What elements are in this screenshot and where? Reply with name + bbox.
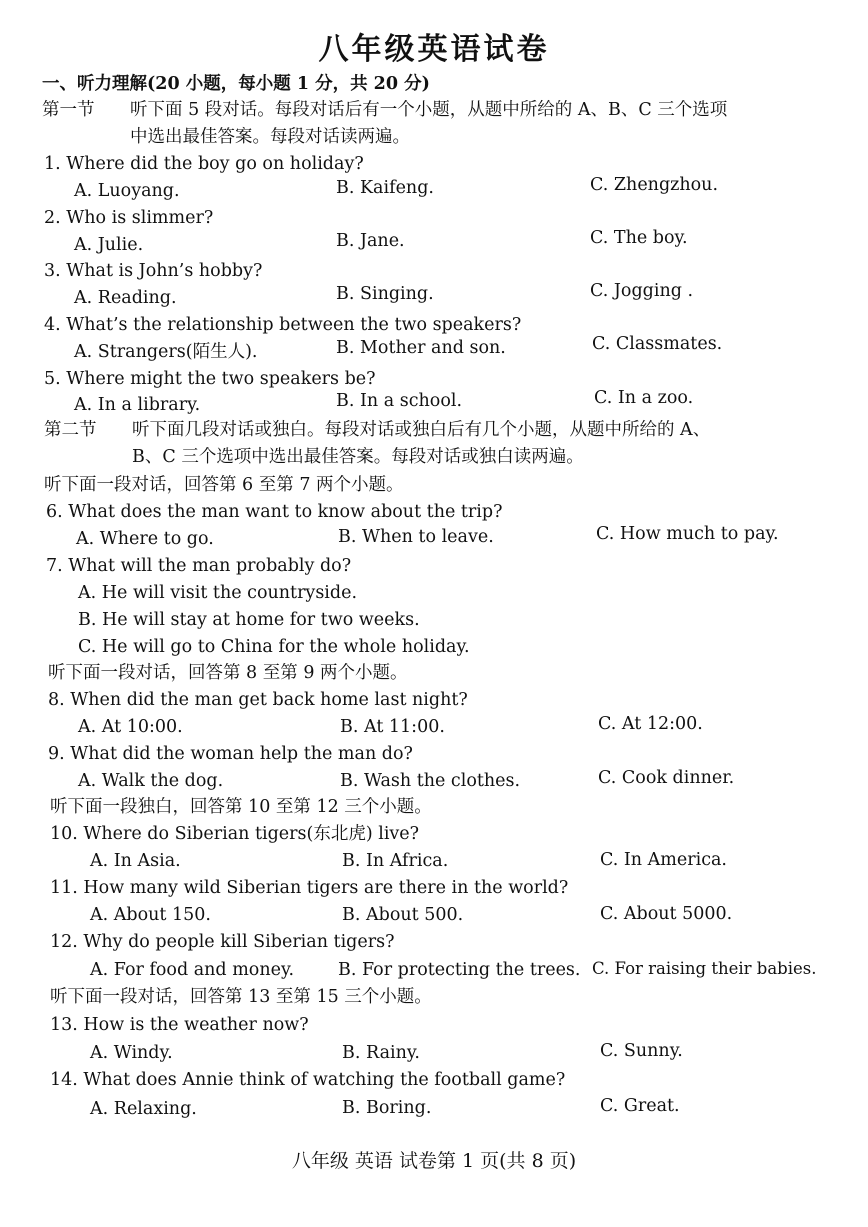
section-heading: 一、听力理解(20 小题，每小题 1 分，共 20 分) [42, 74, 430, 94]
group-intro: 听下面一段对话，回答第 13 至第 15 三个小题。 [50, 987, 432, 1007]
question-stem: 1. Where did the boy go on holiday? [44, 154, 364, 174]
option-b: B. Kaifeng. [336, 178, 434, 198]
option-b: B. He will stay at home for two weeks. [78, 610, 420, 630]
question-stem: 5. Where might the two speakers be? [44, 369, 376, 389]
group-intro: 听下面一段对话，回答第 6 至第 7 两个小题。 [44, 475, 404, 495]
option-c: C. Great. [600, 1096, 680, 1116]
option-a: A. Reading. [74, 288, 177, 308]
option-b: B. Wash the clothes. [340, 771, 521, 791]
option-b: B. Rainy. [342, 1043, 420, 1063]
question-stem: 14. What does Annie think of watching the football game? [50, 1070, 566, 1090]
option-a: A. In Asia. [90, 851, 181, 871]
option-b: B. When to leave. [338, 527, 494, 547]
option-b: B. About 500. [342, 905, 464, 925]
part-label: 第二节 [44, 420, 97, 440]
part-label: 第一节 [42, 100, 95, 120]
option-a: A. He will visit the countryside. [78, 583, 358, 603]
question-stem: 11. How many wild Siberian tigers are there in the world? [50, 878, 569, 898]
question-stem: 4. What’s the relationship between the two speakers? [44, 315, 522, 335]
instruction-text: 听下面几段对话或独白。每段对话或独白后有几个小题，从题中所给的 A、 [132, 420, 711, 440]
option-c: C. The boy. [590, 228, 688, 248]
option-b: B. Boring. [342, 1098, 432, 1118]
option-b: B. Singing. [336, 284, 434, 304]
option-b: B. Mother and son. [336, 338, 506, 358]
option-a: A. In a library. [74, 395, 201, 415]
instruction-text: B、C 三个选项中选出最佳答案。每段对话或独白读两遍。 [132, 447, 584, 467]
group-intro: 听下面一段对话，回答第 8 至第 9 两个小题。 [48, 663, 408, 683]
option-b: B. Jane. [336, 231, 405, 251]
question-stem: 3. What is John’s hobby? [44, 261, 263, 281]
option-c: C. About 5000. [600, 904, 733, 924]
question-stem: 13. How is the weather now? [50, 1015, 309, 1035]
instruction-text: 听下面 5 段对话。每段对话后有一个小题，从题中所给的 A、B、C 三个选项 [130, 100, 728, 120]
option-c: C. For raising their babies. [592, 959, 817, 978]
option-c: C. Sunny. [600, 1041, 683, 1061]
option-b: B. In Africa. [342, 851, 449, 871]
option-a: A. Strangers(陌生人). [74, 342, 258, 362]
instruction-text: 中选出最佳答案。每段对话读两遍。 [130, 127, 410, 147]
page-title: 八年级英语试卷 [318, 32, 550, 67]
option-a: A. Luoyang. [74, 181, 180, 201]
page-footer: 八年级 英语 试卷第 1 页(共 8 页) [291, 1150, 577, 1172]
option-c: C. He will go to China for the whole holiday. [78, 637, 470, 657]
question-stem: 8. When did the man get back home last night? [48, 690, 468, 710]
option-a: A. Windy. [90, 1043, 173, 1063]
option-c: C. At 12:00. [598, 714, 703, 734]
question-stem: 6. What does the man want to know about the trip? [46, 502, 503, 522]
option-a: A. Walk the dog. [78, 771, 224, 791]
option-a: A. At 10:00. [78, 717, 183, 737]
option-c: C. Cook dinner. [598, 768, 735, 788]
group-intro: 听下面一段独白，回答第 10 至第 12 三个小题。 [50, 797, 432, 817]
option-a: A. About 150. [90, 905, 211, 925]
option-c: C. Zhengzhou. [590, 175, 719, 195]
option-a: A. For food and money. [90, 960, 295, 980]
option-a: A. Where to go. [76, 529, 214, 549]
option-c: C. In America. [600, 850, 727, 870]
option-a: A. Relaxing. [90, 1099, 197, 1119]
question-stem: 7. What will the man probably do? [46, 556, 352, 576]
question-stem: 9. What did the woman help the man do? [48, 744, 413, 764]
question-stem: 2. Who is slimmer? [44, 208, 214, 228]
option-c: C. Classmates. [592, 334, 723, 354]
option-a: A. Julie. [74, 235, 144, 255]
option-c: C. In a zoo. [594, 388, 694, 408]
option-c: C. How much to pay. [596, 524, 779, 544]
question-stem: 12. Why do people kill Siberian tigers? [50, 932, 395, 952]
option-c: C. Jogging . [590, 281, 694, 301]
option-b: B. For protecting the trees. [338, 960, 581, 980]
option-b: B. In a school. [336, 391, 463, 411]
question-stem: 10. Where do Siberian tigers(东北虎) live? [50, 824, 420, 844]
option-b: B. At 11:00. [340, 717, 445, 737]
